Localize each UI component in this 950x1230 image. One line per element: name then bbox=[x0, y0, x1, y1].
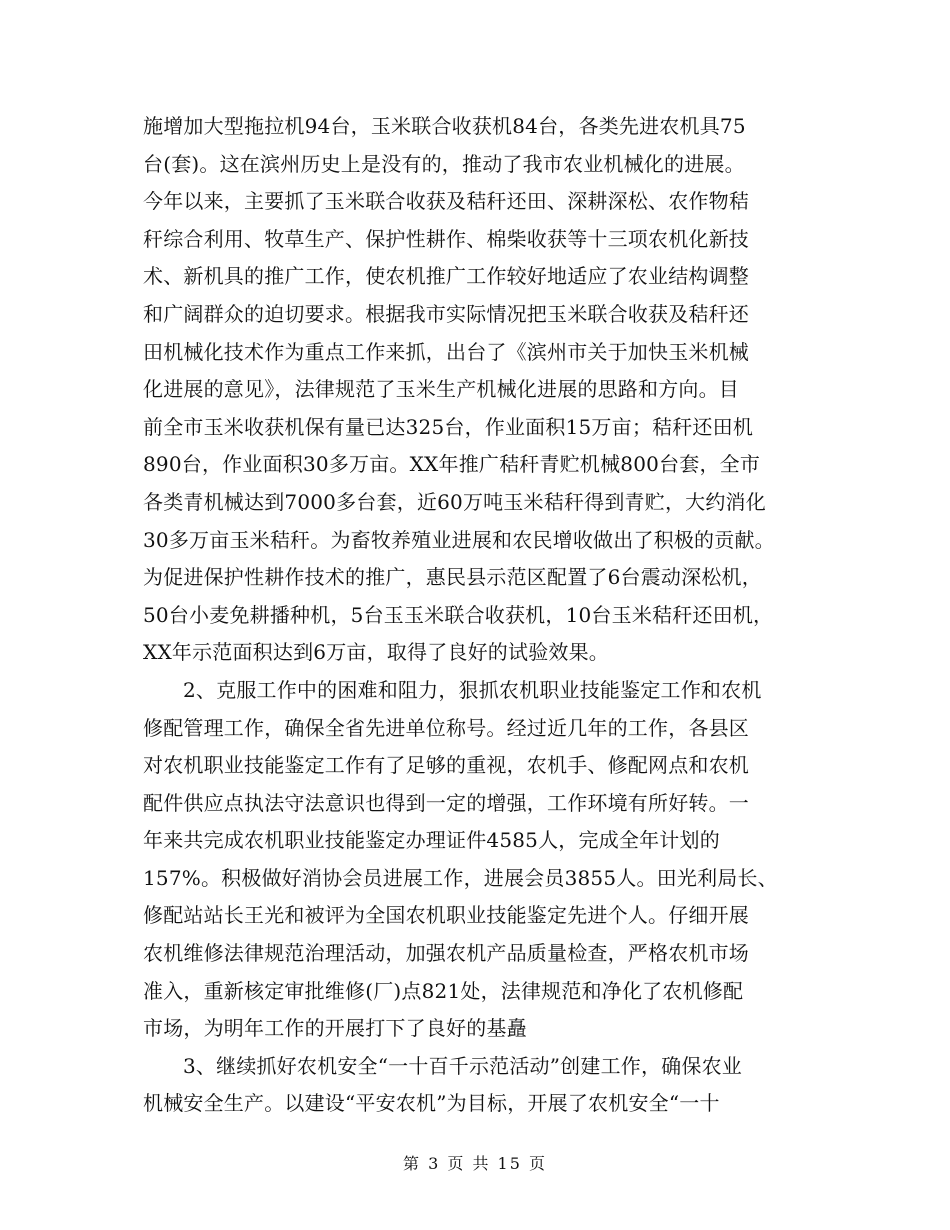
page-number-footer: 第 3 页 共 15 页 bbox=[403, 1154, 547, 1173]
text-line: 对农机职业技能鉴定工作有了足够的重视，农机手、修配网点和农机 bbox=[143, 753, 749, 778]
text-line: 化进展的意见》，法律规范了玉米生产机械化进展的思路和方向。目 bbox=[143, 377, 739, 402]
text-line: 术、新机具的推广工作，使农机推广工作较好地适应了农业结构调整 bbox=[143, 264, 749, 289]
text-line: XX年示范面积达到6万亩，取得了良好的试验效果。 bbox=[143, 640, 610, 665]
text-line: 为促进保护性耕作技术的推广，惠民县示范区配置了6台震动深松机， bbox=[143, 565, 762, 590]
text-line: 和广阔群众的迫切要求。根据我市实际情况把玉米联合收获及秸秆还 bbox=[143, 301, 749, 326]
text-line: 30多万亩玉米秸秆。为畜牧养殖业进展和农民增收做出了积极的贡献。 bbox=[143, 527, 775, 552]
document-body bbox=[143, 108, 815, 1123]
text-line: 机械安全生产。以建设“平安农机”为目标，开展了农机安全“一十 bbox=[143, 1091, 720, 1116]
text-line: 50台小麦免耕播种机，5台玉玉米联合收获机，10台玉米秸秆还田机， bbox=[143, 602, 774, 627]
text-line: 前全市玉米收获机保有量已达325台，作业面积15万亩；秸秆还田机 bbox=[143, 414, 754, 439]
text-line: 准入，重新核定审批维修(厂)点821处，法律规范和净化了农机修配 bbox=[143, 978, 744, 1003]
text-line: 各类青机械达到7000多台套，近60万吨玉米秸秆得到青贮，大约消化 bbox=[143, 489, 766, 514]
text-line: 台(套)。这在滨州历史上是没有的，推动了我市农业机械化的进展。 bbox=[143, 151, 745, 176]
text-line: 修配管理工作，确保全省先进单位称号。经过近几年的工作，各县区 bbox=[143, 715, 749, 740]
text-line: 农机维修法律规范治理活动，加强农机产品质量检查，严格农机市场 bbox=[143, 941, 749, 966]
text-line: 157%。积极做好消协会员进展工作，进展会员3855人。田光利局长、 bbox=[143, 865, 778, 890]
text-line: 年来共完成农机职业技能鉴定办理证件4585人，完成全年计划的 bbox=[143, 828, 720, 853]
text-line: 修配站站长王光和被评为全国农机职业技能鉴定先进个人。仔细开展 bbox=[143, 903, 749, 928]
text-line: 今年以来，主要抓了玉米联合收获及秸秆还田、深耕深松、农作物秸 bbox=[143, 189, 749, 214]
text-line: 890台，作业面积30多万亩。XX年推广秸秆青贮机械800台套，全市 bbox=[143, 452, 761, 477]
paragraph-3-first-line: 3、继续抓好农机安全“一十百千示范活动”创建工作，确保农业 bbox=[183, 1053, 742, 1078]
text-line: 市场，为明年工作的开展打下了良好的基矗 bbox=[143, 1016, 527, 1041]
text-line: 施增加大型拖拉机94台，玉米联合收获机84台，各类先进农机具75 bbox=[143, 114, 746, 138]
paragraph-2-first-line: 2、克服工作中的困难和阻力，狠抓农机职业技能鉴定工作和农机 bbox=[183, 677, 762, 702]
text-line: 配件供应点执法守法意识也得到一定的增强，工作环境有所好转。一 bbox=[143, 790, 749, 815]
text-line: 秆综合利用、牧草生产、保护性耕作、棉柴收获等十三项农机化新技 bbox=[143, 226, 749, 251]
text-line: 田机械化技术作为重点工作来抓，出台了《滨州市关于加快玉米机械 bbox=[143, 339, 749, 364]
